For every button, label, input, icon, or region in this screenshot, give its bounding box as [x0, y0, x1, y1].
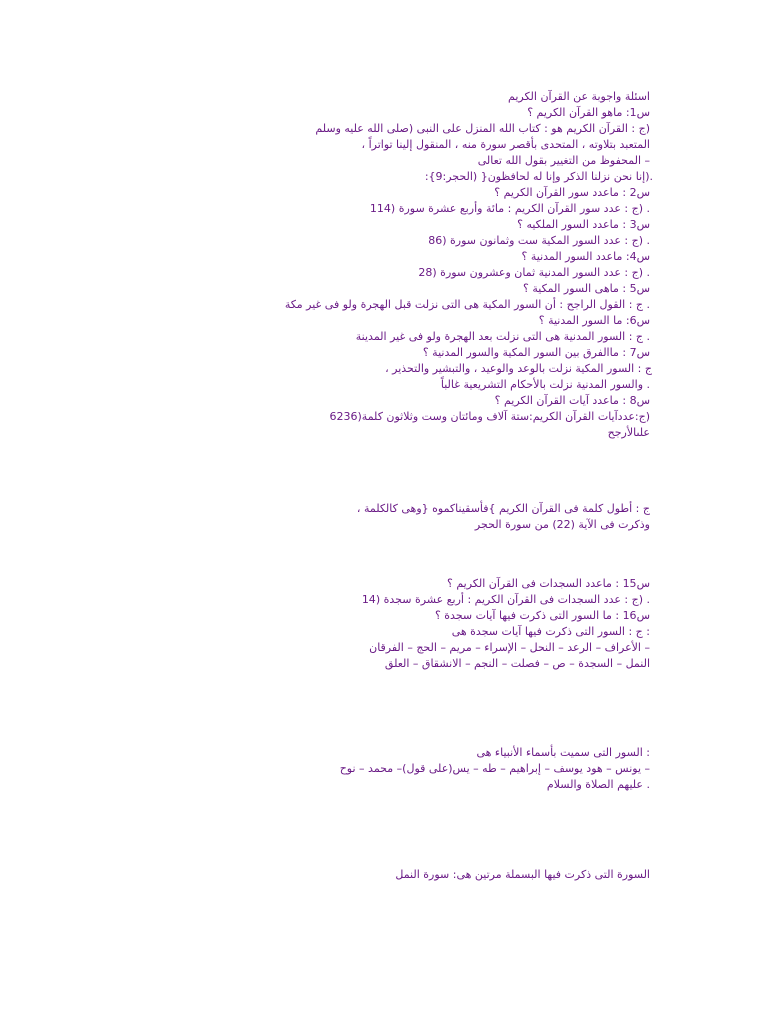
question-16: س16 : ما السور التى ذكرت فيها آيات سجدة ؟: [434, 609, 650, 622]
question-1: س1: ماهو القرآن الكريم ؟: [527, 106, 650, 119]
answer-7-line-2: . والسور المدنية نزلت بالأحكام التشريعية غالباً: [440, 378, 650, 391]
answer-16-line-2: – الأعراف – الرعد – النحل – الإسراء – مريم – الحج – الفرقان: [369, 641, 650, 654]
longest-word-line-2: وذكرت فى الآية (22) من سورة الحجر: [474, 518, 650, 531]
doc-title: اسئلة واجوبة عن القرآن الكريم: [508, 90, 650, 103]
answer-2: . (ج : عدد سور القرآن الكريم : مائة وأربع عشرة سورة (114: [369, 202, 650, 215]
answer-3: . (ج : عدد السور المكية ست وثمانون سورة (86: [428, 234, 650, 247]
question-8: س8 : ماعدد آيات القرآن الكريم ؟: [494, 394, 650, 407]
answer-1-line-2: المتعبد بتلاوته ، المتحدى بأقصر سورة منه ، المنقول إلينا تواتراً ،: [361, 138, 650, 151]
answer-4: . (ج : عدد السور المدنية ثمان وعشرون سورة (28: [418, 266, 650, 279]
prophet-surahs-line-1: : السور التى سميت بأسماء الأنبياء هى: [476, 746, 650, 759]
prophet-surahs-line-2: – يونس – هود يوسف – إبراهيم – طه – يس(على قول)– محمد – نوح: [339, 762, 650, 775]
answer-15: . (ج : عدد السجدات فى القرآن الكريم : أربع عشرة سجدة (14: [361, 593, 650, 606]
answer-16-line-3: النمل – السجدة – ص – فصلت – النجم – الانشقاق – العلق: [384, 657, 650, 670]
answer-1-line-4: .(إنا نحن نزلنا الذكر وإنا له لحافظون{ (الحجر:9}:: [424, 170, 653, 183]
answer-6: . ج : السور المدنية هى التى نزلت بعد الهجرة ولو فى غير المدينة: [355, 330, 650, 343]
answer-5: . ج : القول الراجح : أن السور المكية هى التى نزلت قبل الهجرة ولو فى غير مكة: [284, 298, 650, 311]
answer-8-line-2: علىالأرجح: [607, 426, 650, 439]
question-3: س3 : ماعدد السور الملكيه ؟: [517, 218, 650, 231]
prophet-surahs-line-3: . عليهم الصلاة والسلام: [546, 778, 650, 791]
answer-7-line-1: ج : السور المكية نزلت بالوعد والوعيد ، والتبشير والتحذير ،: [385, 362, 652, 375]
question-6: س6: ما السور المدنية ؟: [538, 314, 650, 327]
answer-1-line-3: – المحفوظ من التغيير بقول الله تعالى: [477, 154, 650, 167]
answer-16-line-1: : ج : السور التى ذكرت فيها آيات سجدة هى: [451, 625, 650, 638]
question-7: س7 : ماالفرق بين السور المكية والسور المدنية ؟: [422, 346, 650, 359]
question-5: س5 : ماهى السور المكية ؟: [523, 282, 650, 295]
longest-word-line-1: ج : أطول كلمة فى القرآن الكريم }فأسقيناكموه {وهى كالكلمة ،: [356, 502, 650, 515]
question-2: س2 : ماعدد سور القرآن الكريم ؟: [494, 186, 650, 199]
question-15: س15 : ماعدد السجدات فى القرآن الكريم ؟: [447, 577, 650, 590]
basmala-twice-line: السورة التى ذكرت فيها البسملة مرتين هى: سورة النمل: [395, 868, 650, 881]
answer-1-line-1: (ج : القرآن الكريم هو : كتاب الله المنزل على النبى (صلى الله عليه وسلم: [315, 122, 650, 135]
answer-8-line-1: (ج:عددآيات القرآن الكريم:ستة آلاف ومائتان وست وثلاثون كلمة(6236: [329, 410, 650, 423]
question-4: س4: ماعدد السور المدنية ؟: [521, 250, 650, 263]
